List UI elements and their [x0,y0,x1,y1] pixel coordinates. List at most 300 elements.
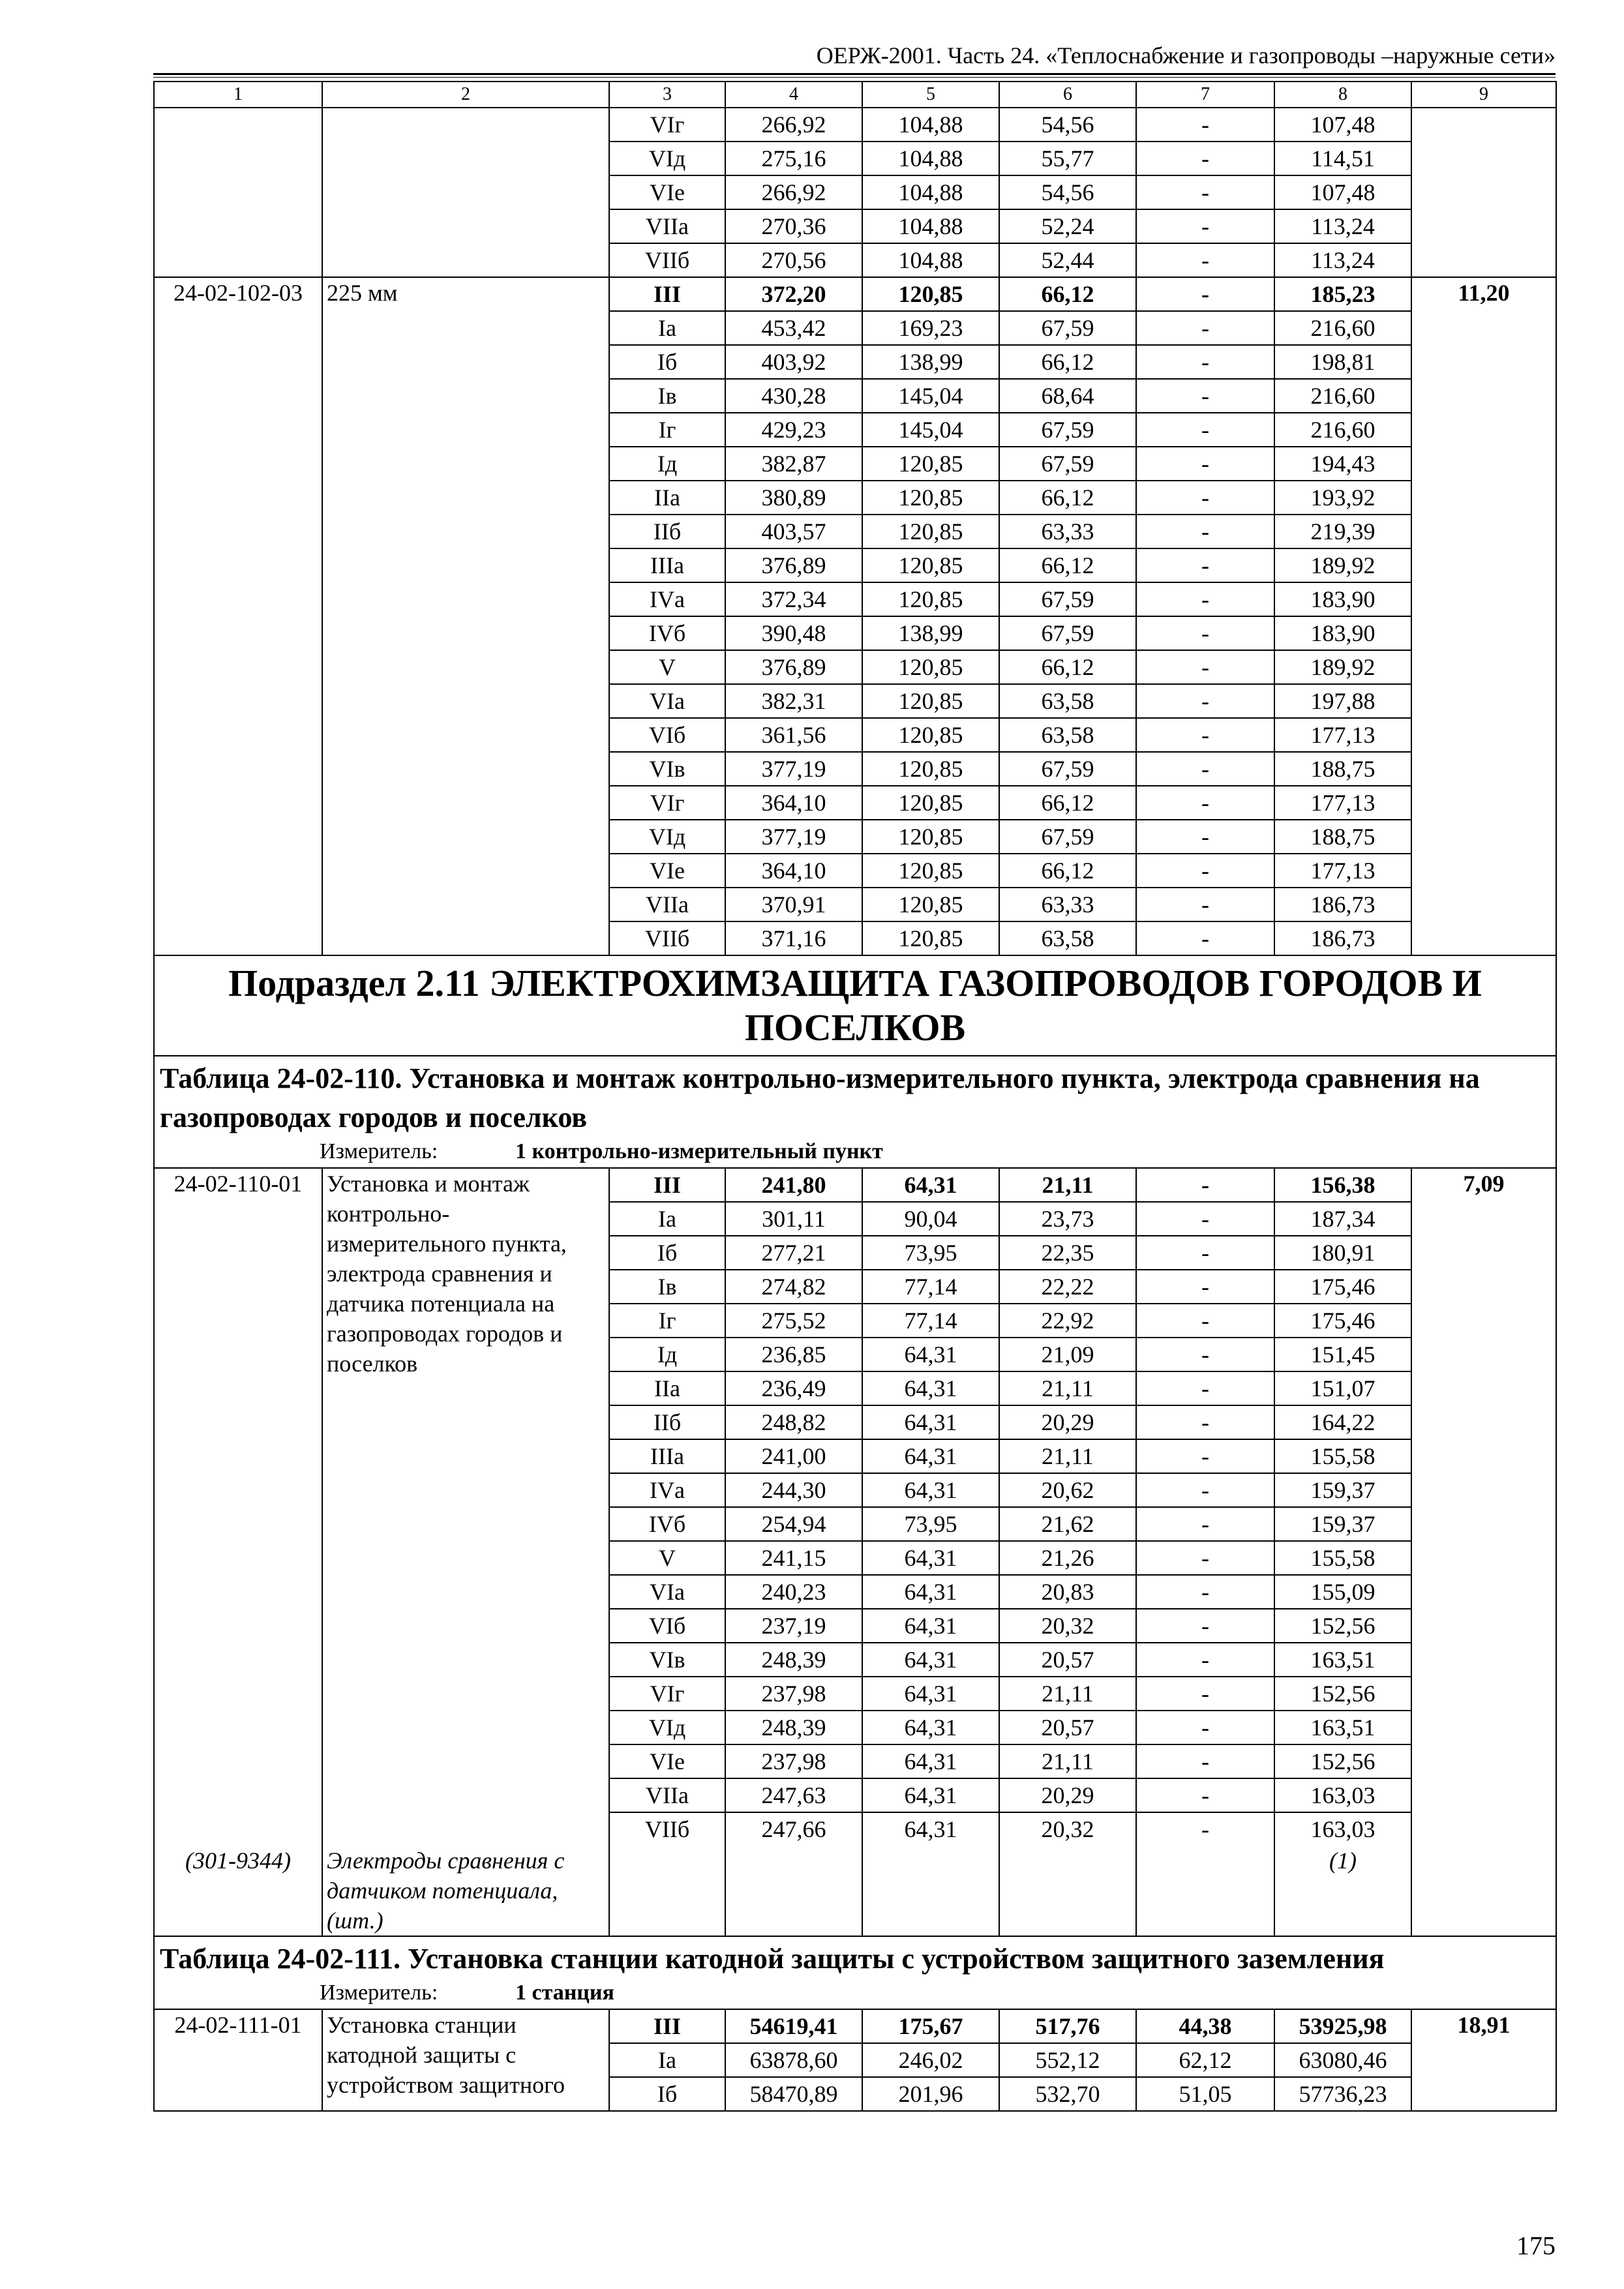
value-cell: 77,14 [862,1304,999,1338]
value-cell: 63,58 [999,921,1136,955]
value-cell: 274,82 [725,1270,862,1304]
value-cell: 193,92 [1274,481,1411,515]
header-rule [153,73,1556,75]
value-cell: - [1136,752,1274,786]
code-cell: 24-02-111-01 [154,2009,322,2111]
value-cell: 64,31 [862,1744,999,1778]
value-cell: 67,59 [999,752,1136,786]
value-cell: 236,49 [725,1371,862,1405]
value-cell: 237,98 [725,1744,862,1778]
value-cell: 169,23 [862,311,999,345]
value-cell: 186,73 [1274,888,1411,921]
value-cell: - [1136,888,1274,921]
value-cell: - [1136,548,1274,582]
column-number: 2 [322,82,609,108]
territory-district-cell: VIд [609,1711,725,1744]
value-cell: 237,19 [725,1609,862,1643]
territory-district-cell: Iд [609,447,725,481]
value-cell: - [1136,1812,1274,1846]
value-cell: 21,62 [999,1507,1136,1541]
value-cell: 21,26 [999,1541,1136,1575]
value-cell: 90,04 [862,1202,999,1236]
value-cell: 63,58 [999,718,1136,752]
description-cell: Установка и монтаж контрольно-измерительного пункта, электрода сравнения и датчика потенциала на газопроводах городов и поселков [322,1168,609,1846]
value-cell: 270,36 [725,209,862,243]
value-cell: 62,12 [1136,2043,1274,2077]
page-number: 175 [1516,2231,1556,2260]
value-cell: 107,48 [1274,175,1411,209]
value-cell: 120,85 [862,447,999,481]
value-cell: 186,73 [1274,921,1411,955]
value-cell: 275,52 [725,1304,862,1338]
value-cell: 372,20 [725,277,862,311]
territory-district-cell: IIIа [609,548,725,582]
territory-district-cell: V [609,1541,725,1575]
territory-district-cell: VIIа [609,209,725,243]
col9-cell: 7,09 [1411,1168,1556,1936]
value-cell: 64,31 [862,1338,999,1371]
territory-district-cell: Iа [609,311,725,345]
value-cell: 113,24 [1274,243,1411,277]
header-rule-thin [153,77,1556,78]
value-cell: 120,85 [862,582,999,616]
value-cell: 361,56 [725,718,862,752]
table-row [154,277,1556,311]
value-cell: 67,59 [999,616,1136,650]
value-cell: 138,99 [862,616,999,650]
territory-district-cell: VIа [609,1575,725,1609]
value-cell: 364,10 [725,786,862,820]
value-cell: 20,62 [999,1473,1136,1507]
value-cell: 266,92 [725,108,862,142]
value-cell: 145,04 [862,379,999,413]
value-cell: 277,21 [725,1236,862,1270]
value-cell: 430,28 [725,379,862,413]
territory-district-cell: IVа [609,1473,725,1507]
value-cell: 120,85 [862,921,999,955]
value-cell: 20,29 [999,1778,1136,1812]
value-cell: 532,70 [999,2077,1136,2111]
value-cell: 403,57 [725,515,862,548]
value-cell: 64,31 [862,1677,999,1711]
value-cell: 64,31 [862,1643,999,1677]
value-cell: - [1136,142,1274,175]
value-cell: 64,31 [862,1778,999,1812]
territory-district-cell: VIIб [609,1812,725,1846]
value-cell: 159,37 [1274,1507,1411,1541]
value-cell: - [1136,311,1274,345]
value-cell: 66,12 [999,481,1136,515]
territory-district-cell: IIб [609,1405,725,1439]
value-cell: - [1136,243,1274,277]
table-heading-row [154,1056,1556,1168]
value-cell: 66,12 [999,345,1136,379]
value-cell: - [1136,1304,1274,1338]
value-cell: 429,23 [725,413,862,447]
value-cell: 64,31 [862,1711,999,1744]
description-cell: 225 мм [322,277,609,955]
value-cell: 120,85 [862,786,999,820]
value-cell: - [1136,108,1274,142]
value-cell: 107,48 [1274,108,1411,142]
value-cell: 64,31 [862,1575,999,1609]
value-cell: - [1136,1439,1274,1473]
value-cell: 120,85 [862,752,999,786]
value-cell [1136,1846,1274,1936]
value-cell: 248,82 [725,1405,862,1439]
territory-district-cell: III [609,2009,725,2043]
value-cell: 376,89 [725,650,862,684]
value-cell: 382,31 [725,684,862,718]
value-cell: 155,58 [1274,1439,1411,1473]
value-cell: 246,02 [862,2043,999,2077]
column-number: 1 [154,82,322,108]
value-cell: - [1136,718,1274,752]
value-cell: 175,46 [1274,1304,1411,1338]
value-cell: 372,34 [725,582,862,616]
value-cell: 21,09 [999,1338,1136,1371]
value-cell: 552,12 [999,2043,1136,2077]
territory-district-cell: VIб [609,1609,725,1643]
territory-district-cell: Iб [609,345,725,379]
table-row [154,1168,1556,1202]
territory-district-cell: Iв [609,379,725,413]
value-cell: 254,94 [725,1507,862,1541]
table-row [154,108,1556,142]
value-cell: 55,77 [999,142,1136,175]
value-cell: 241,00 [725,1439,862,1473]
territory-district-cell: IVа [609,582,725,616]
value-cell: 187,34 [1274,1202,1411,1236]
value-cell: 301,11 [725,1202,862,1236]
value-cell: 67,59 [999,413,1136,447]
value-cell: 248,39 [725,1643,862,1677]
territory-district-cell: VIе [609,854,725,888]
value-cell: 247,63 [725,1778,862,1812]
section-title: Подраздел 2.11 ЭЛЕКТРОХИМЗАЩИТА ГАЗОПРОВОДОВ ГОРОДОВ И ПОСЕЛКОВ [154,955,1556,1056]
column-number: 7 [1136,82,1274,108]
value-cell: - [1136,1338,1274,1371]
value-cell: 66,12 [999,548,1136,582]
price-table [153,81,1557,2112]
value-cell: 66,12 [999,277,1136,311]
value-cell: 20,29 [999,1405,1136,1439]
code-cell: 24-02-102-03 [154,277,322,955]
value-cell: - [1136,820,1274,854]
territory-district-cell: Iв [609,1270,725,1304]
material-code: (301-9344) [154,1846,322,1936]
value-cell: 20,57 [999,1711,1136,1744]
value-cell: 120,85 [862,515,999,548]
value-cell: 77,14 [862,1270,999,1304]
value-cell: 54,56 [999,108,1136,142]
value-cell: 20,57 [999,1643,1136,1677]
value-cell: 54619,41 [725,2009,862,2043]
value-cell: - [1136,650,1274,684]
value-cell: 67,59 [999,820,1136,854]
value-cell: 104,88 [862,243,999,277]
territory-district-cell: VIб [609,718,725,752]
value-cell: 64,31 [862,1371,999,1405]
territory-district-cell: VIг [609,786,725,820]
territory-district-cell: Iг [609,1304,725,1338]
value-cell: 120,85 [862,888,999,921]
value-cell: 120,85 [862,854,999,888]
value-cell: 216,60 [1274,379,1411,413]
value-cell: 216,60 [1274,311,1411,345]
value-cell: 377,19 [725,752,862,786]
value-cell: 177,13 [1274,854,1411,888]
territory-district-cell: VIIа [609,1778,725,1812]
value-cell: 53925,98 [1274,2009,1411,2043]
value-cell: - [1136,616,1274,650]
value-cell: 64,31 [862,1609,999,1643]
value-cell: 177,13 [1274,718,1411,752]
value-cell: 152,56 [1274,1609,1411,1643]
value-cell: 371,16 [725,921,862,955]
value-cell: 64,31 [862,1168,999,1202]
value-cell: 20,32 [999,1609,1136,1643]
value-cell: 120,85 [862,718,999,752]
territory-district-cell: VIIа [609,888,725,921]
territory-district-cell: VIв [609,1643,725,1677]
value-cell: 219,39 [1274,515,1411,548]
territory-district-cell: Iг [609,413,725,447]
value-cell: 104,88 [862,108,999,142]
value-cell: 57736,23 [1274,2077,1411,2111]
value-cell: 68,64 [999,379,1136,413]
value-cell: 390,48 [725,616,862,650]
col9-cell: 18,91 [1411,2009,1556,2111]
value-cell: 120,85 [862,277,999,311]
value-cell: 266,92 [725,175,862,209]
value-cell: 67,59 [999,311,1136,345]
value-cell: 58470,89 [725,2077,862,2111]
value-cell: 177,13 [1274,786,1411,820]
value-cell: 180,91 [1274,1236,1411,1270]
value-cell: 64,31 [862,1541,999,1575]
territory-district-cell: VIд [609,142,725,175]
value-cell: - [1136,854,1274,888]
territory-district-cell: VIв [609,752,725,786]
value-cell: 163,03 [1274,1778,1411,1812]
value-cell: 159,37 [1274,1473,1411,1507]
territory-district-cell: Iа [609,2043,725,2077]
value-cell: 198,81 [1274,345,1411,379]
value-cell: - [1136,1270,1274,1304]
column-number: 6 [999,82,1136,108]
value-cell: 63878,60 [725,2043,862,2077]
code-cell [154,108,322,277]
value-cell: - [1136,582,1274,616]
value-cell: 104,88 [862,175,999,209]
value-cell: 197,88 [1274,684,1411,718]
value-cell: 23,73 [999,1202,1136,1236]
value-cell: - [1136,345,1274,379]
measure-label: Измеритель: [320,1981,438,2005]
value-cell: 63,33 [999,515,1136,548]
description-cell [322,108,609,277]
value-cell: 67,59 [999,447,1136,481]
territory-district-cell: VIе [609,1744,725,1778]
value-cell: - [1136,413,1274,447]
value-cell: 175,46 [1274,1270,1411,1304]
value-cell: 21,11 [999,1371,1136,1405]
value-cell: - [1136,1643,1274,1677]
value-cell: 377,19 [725,820,862,854]
value-cell: - [1136,209,1274,243]
value-cell: 52,24 [999,209,1136,243]
value-cell: 152,56 [1274,1744,1411,1778]
value-cell: 201,96 [862,2077,999,2111]
measure-value: 1 контрольно-измерительный пункт [515,1139,883,1163]
territory-district-cell: VIд [609,820,725,854]
value-cell: - [1136,447,1274,481]
value-cell: 517,76 [999,2009,1136,2043]
value-cell: 189,92 [1274,548,1411,582]
section-row [154,955,1556,1056]
table-title: Таблица 24-02-110. Установка и монтаж контрольно-измерительного пункта, электрода сравнения на газопроводах городов и поселков [160,1062,1480,1133]
value-cell: - [1136,1575,1274,1609]
territory-district-cell: VIIб [609,243,725,277]
value-cell: 188,75 [1274,820,1411,854]
value-cell [609,1846,725,1936]
value-cell: 104,88 [862,142,999,175]
value-cell: 151,45 [1274,1338,1411,1371]
value-cell: 275,16 [725,142,862,175]
territory-district-cell: Iб [609,1236,725,1270]
value-cell: 185,23 [1274,277,1411,311]
value-cell: 66,12 [999,786,1136,820]
value-cell: 120,85 [862,650,999,684]
value-cell: 21,11 [999,1439,1136,1473]
table-heading-cell [154,1056,1556,1168]
value-cell: 194,43 [1274,447,1411,481]
value-cell: 145,04 [862,413,999,447]
value-cell: 67,59 [999,582,1136,616]
value-cell: 20,83 [999,1575,1136,1609]
value-cell: 248,39 [725,1711,862,1744]
value-cell: 73,95 [862,1236,999,1270]
value-cell: - [1136,277,1274,311]
territory-district-cell: VIг [609,1677,725,1711]
value-cell: 244,30 [725,1473,862,1507]
value-cell: 237,98 [725,1677,862,1711]
value-cell: 240,23 [725,1575,862,1609]
value-cell: 51,05 [1136,2077,1274,2111]
value-cell: 52,44 [999,243,1136,277]
territory-district-cell: VIа [609,684,725,718]
value-cell: 63,58 [999,684,1136,718]
value-cell: 376,89 [725,548,862,582]
value-cell: - [1136,921,1274,955]
value-cell: 364,10 [725,854,862,888]
value-cell: 63,33 [999,888,1136,921]
value-cell: 120,85 [862,820,999,854]
value-cell: - [1136,175,1274,209]
value-cell: 382,87 [725,447,862,481]
measure-value: 1 станция [515,1981,614,2005]
column-number: 4 [725,82,862,108]
value-cell: 241,80 [725,1168,862,1202]
value-cell: 164,22 [1274,1405,1411,1439]
value-cell: 66,12 [999,650,1136,684]
value-cell: - [1136,786,1274,820]
value-cell: 188,75 [1274,752,1411,786]
value-cell: 183,90 [1274,582,1411,616]
value-cell: 113,24 [1274,209,1411,243]
table-title: Таблица 24-02-111. Установка станции катодной защиты с устройством защитного заземления [160,1943,1385,1975]
column-number: 9 [1411,82,1556,108]
territory-district-cell: VIIб [609,921,725,955]
value-cell: 64,31 [862,1439,999,1473]
value-cell: 120,85 [862,548,999,582]
table-heading-row [154,1936,1556,2009]
value-cell: 156,38 [1274,1168,1411,1202]
value-cell: - [1136,1609,1274,1643]
value-cell: 54,56 [999,175,1136,209]
material-description: Электроды сравнения с датчиком потенциала, (шт.) [322,1846,609,1936]
value-cell: 22,92 [999,1304,1136,1338]
measure-label: Измеритель: [320,1139,438,1163]
value-cell: 104,88 [862,209,999,243]
value-cell: 380,89 [725,481,862,515]
territory-district-cell: VIе [609,175,725,209]
value-cell: - [1136,1473,1274,1507]
value-cell: 64,31 [862,1812,999,1846]
value-cell: 403,92 [725,345,862,379]
value-cell [725,1846,862,1936]
territory-district-cell: VIг [609,108,725,142]
value-cell: 120,85 [862,481,999,515]
value-cell: 241,15 [725,1541,862,1575]
value-cell: - [1136,1778,1274,1812]
value-cell: - [1136,515,1274,548]
territory-district-cell: IIа [609,481,725,515]
value-cell: 120,85 [862,684,999,718]
value-cell: 63080,46 [1274,2043,1411,2077]
value-cell: 20,32 [999,1812,1136,1846]
territory-district-cell: IIа [609,1371,725,1405]
value-cell: - [1136,1202,1274,1236]
territory-district-cell: IIб [609,515,725,548]
value-cell: 114,51 [1274,142,1411,175]
value-cell [999,1846,1136,1936]
value-cell: 175,67 [862,2009,999,2043]
territory-district-cell: IIIа [609,1439,725,1473]
column-number: 8 [1274,82,1411,108]
value-cell: 216,60 [1274,413,1411,447]
value-cell: 21,11 [999,1168,1136,1202]
value-cell: 453,42 [725,311,862,345]
value-cell: 151,07 [1274,1371,1411,1405]
value-cell: 22,35 [999,1236,1136,1270]
value-cell: 370,91 [725,888,862,921]
value-cell: 163,03 [1274,1812,1411,1846]
table-heading-cell [154,1936,1556,2009]
column-number: 5 [862,82,999,108]
value-cell: 64,31 [862,1405,999,1439]
value-cell: 189,92 [1274,650,1411,684]
value-cell: - [1136,1168,1274,1202]
territory-district-cell: Iб [609,2077,725,2111]
value-cell: 247,66 [725,1812,862,1846]
territory-district-cell: III [609,277,725,311]
value-cell: - [1136,1744,1274,1778]
value-cell: - [1136,1541,1274,1575]
territory-district-cell: Iд [609,1338,725,1371]
territory-district-cell: Iа [609,1202,725,1236]
